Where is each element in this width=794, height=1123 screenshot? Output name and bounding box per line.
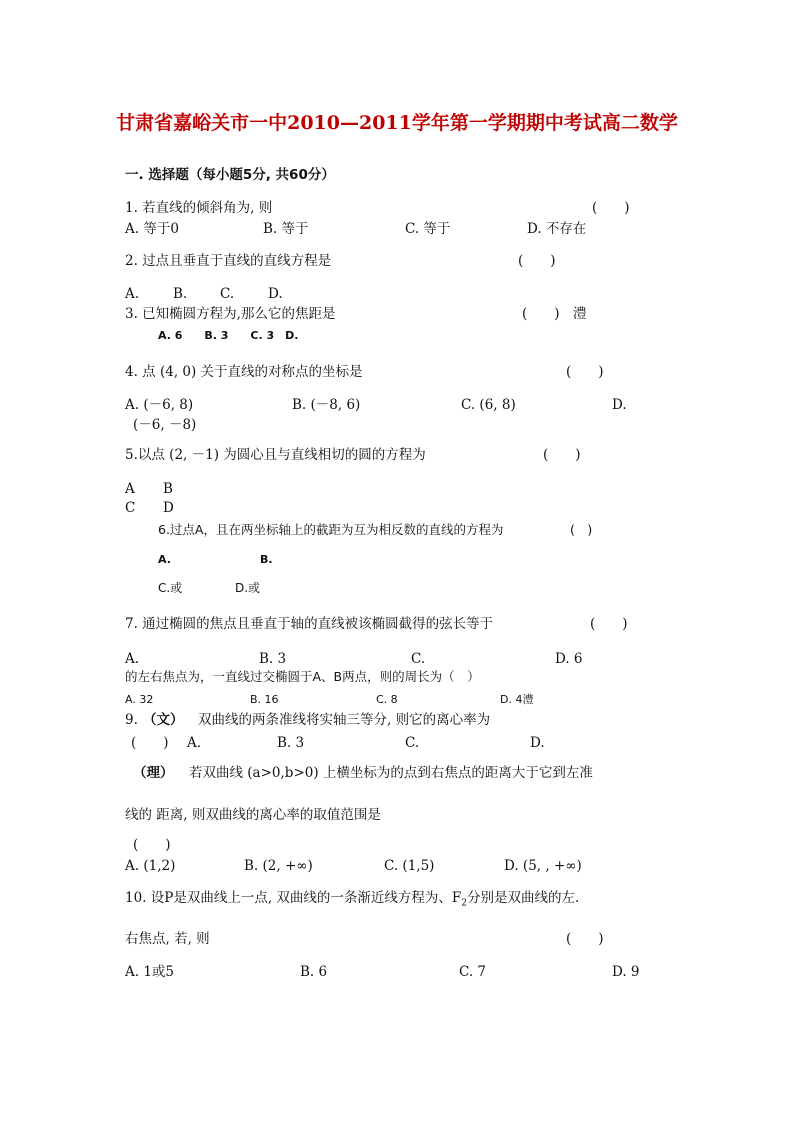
q7-option-c: C. bbox=[411, 651, 426, 667]
q2-option-a: A. bbox=[125, 286, 140, 302]
q10-option-c: C. 7 bbox=[459, 964, 487, 980]
q4-option-d: D. bbox=[612, 397, 627, 413]
q5-option-b: B bbox=[163, 481, 173, 497]
q2-stem: 2. 过点且垂直于直线的直线方程是 bbox=[125, 253, 332, 269]
q10-option-b: B. 6 bbox=[300, 964, 328, 980]
q9-li-option-d: D. (5, , +∞) bbox=[504, 858, 582, 874]
q6-stem: 6.过点A，且在两坐标轴上的截距为互为相反数的直线的方程为 bbox=[158, 522, 504, 537]
q1-option-a: A. 等于0 bbox=[125, 221, 179, 237]
q9-option-a: A. bbox=[187, 735, 202, 751]
q1-option-d: D. 不存在 bbox=[527, 221, 587, 237]
q9-li-answer-paren: ( ) bbox=[133, 837, 171, 853]
q10-option-d: D. 9 bbox=[612, 964, 640, 980]
q10-stem-part2: 分别是双曲线的左. bbox=[467, 890, 580, 906]
q9-tag-wen: （文） bbox=[143, 712, 184, 728]
q2-option-c: C. bbox=[220, 286, 235, 302]
q3-options: A. 6 B. 3 C. 3 D. bbox=[158, 329, 299, 342]
q1-answer-paren: ( ) bbox=[592, 200, 630, 216]
q2-option-d: D. bbox=[268, 286, 283, 302]
q4-option-a: A. (－6, 8) bbox=[125, 397, 194, 413]
q8-option-a: A. 32 bbox=[125, 693, 154, 706]
q8-option-b: B. 16 bbox=[250, 693, 279, 706]
q9-li-stem: 若双曲线 (a>0,b>0) 上横坐标为的点到右焦点的距离大于它到左准 bbox=[189, 765, 593, 781]
q1-option-c: C. 等于 bbox=[405, 221, 451, 237]
q6-answer-paren: ( ) bbox=[570, 522, 593, 537]
q7-option-b: B. 3 bbox=[259, 651, 287, 667]
q1-option-b: B. 等于 bbox=[263, 221, 309, 237]
q8-option-c: C. 8 bbox=[376, 693, 398, 706]
q5-option-c: C bbox=[125, 500, 136, 516]
q5-option-a: A bbox=[125, 481, 135, 497]
q8-stem: 的左右焦点为，一直线过交椭圆于A、B两点，则的周长为（ ） bbox=[125, 669, 480, 684]
q10-stem-part1: 10. 设P是双曲线上一点, 双曲线的一条渐近线方程为、F bbox=[125, 890, 462, 906]
q1-stem: 1. 若直线的倾斜角为, 则 bbox=[125, 200, 273, 216]
q6-option-d: D.或 bbox=[235, 581, 261, 595]
section-heading: 一. 选择题（每小题5分, 共60分） bbox=[125, 167, 335, 183]
q9-li-option-a: A. (1,2) bbox=[125, 858, 176, 874]
q9-li-option-b: B. (2, +∞) bbox=[244, 858, 313, 874]
q2-option-b: B. bbox=[173, 286, 188, 302]
q6-option-b: B. bbox=[260, 553, 273, 566]
q3-tail-char: 澧 bbox=[573, 306, 587, 322]
q3-answer-paren: ( ) bbox=[522, 306, 560, 322]
q4-option-b: B. (－8, 6) bbox=[292, 397, 361, 413]
q10-stem bbox=[125, 889, 579, 913]
q9-li-option-c: C. (1,5) bbox=[384, 858, 435, 874]
q9-li-stem-cont: 线的 距离, 则双曲线的离心率的取值范围是 bbox=[125, 807, 381, 823]
page-title: 甘肃省嘉峪关市一中2010—2011学年第一学期期中考试高二数学 bbox=[116, 112, 678, 134]
q8-option-d: D. 4澧 bbox=[500, 693, 534, 706]
q7-stem: 7. 通过椭圆的焦点且垂直于轴的直线被该椭圆截得的弦长等于 bbox=[125, 616, 494, 632]
q10-subscript: 2 bbox=[461, 898, 468, 909]
q9-number: 9. bbox=[125, 712, 138, 728]
q4-answer-paren: ( ) bbox=[566, 364, 604, 380]
q9-stem: 双曲线的两条准线将实轴三等分, 则它的离心率为 bbox=[198, 712, 491, 728]
q4-option-c: C. (6, 8) bbox=[461, 397, 516, 413]
q10-answer-paren: ( ) bbox=[566, 931, 604, 947]
q7-answer-paren: ( ) bbox=[590, 616, 628, 632]
q3-stem: 3. 已知椭圆方程为,那么它的焦距是 bbox=[125, 306, 336, 322]
q4-option-d-value: (－6, －8) bbox=[133, 417, 197, 433]
q2-answer-paren: ( ) bbox=[518, 253, 556, 269]
q6-option-c: C.或 bbox=[158, 581, 183, 595]
q9-tag-li: （理） bbox=[133, 765, 174, 781]
q5-stem: 5.以点 (2, －1) 为圆心且与直线相切的圆的方程为 bbox=[125, 447, 426, 463]
q9-answer-paren: ( ) bbox=[131, 735, 169, 751]
q9-option-c: C. bbox=[405, 735, 420, 751]
q9-option-d: D. bbox=[530, 735, 545, 751]
q5-option-d: D bbox=[163, 500, 174, 516]
q7-option-a: A. bbox=[125, 651, 140, 667]
q4-stem: 4. 点 (4, 0) 关于直线的对称点的坐标是 bbox=[125, 364, 363, 380]
q10-stem-cont: 右焦点, 若, 则 bbox=[125, 931, 210, 947]
q7-option-d: D. 6 bbox=[555, 651, 583, 667]
q6-option-a: A. bbox=[158, 553, 171, 566]
q10-option-a: A. 1或5 bbox=[125, 964, 175, 980]
q5-answer-paren: ( ) bbox=[543, 447, 581, 463]
q9-option-b: B. 3 bbox=[277, 735, 305, 751]
